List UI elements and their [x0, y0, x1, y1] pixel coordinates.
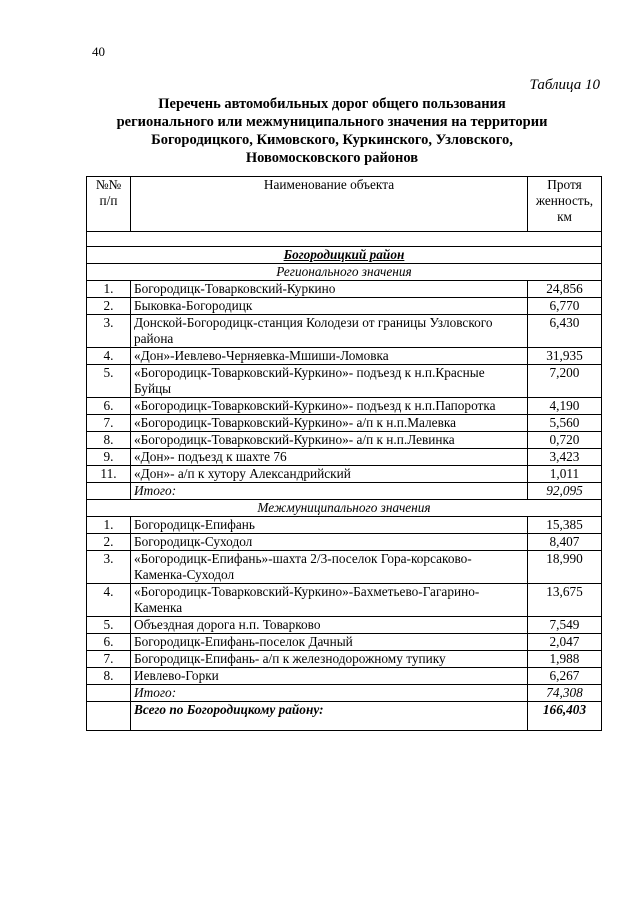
- blank-row: [87, 232, 602, 247]
- row-name: «Богородицк-Товарковский-Куркино»- а/п к н.п.Левинка: [131, 432, 528, 449]
- total-row: [87, 702, 602, 731]
- subtotal-label: Итого:: [131, 685, 528, 702]
- header-length-line: км: [557, 209, 572, 224]
- row-name: Богородицк-Суходол: [131, 534, 528, 551]
- table-row: [87, 466, 602, 483]
- table-header-row: [87, 177, 602, 232]
- row-length: 1,988: [528, 651, 602, 668]
- row-name: «Богородицк-Товарковский-Куркино»- подъезд к н.п.Папоротка: [131, 398, 528, 415]
- table-row: [87, 584, 602, 617]
- header-name: Наименование объекта: [131, 177, 528, 232]
- section-heading-regional: Регионального значения: [87, 264, 602, 281]
- header-length: [528, 177, 602, 232]
- table-row: [87, 432, 602, 449]
- row-length: 7,200: [528, 365, 602, 398]
- row-length: 4,190: [528, 398, 602, 415]
- row-number: 9.: [87, 449, 131, 466]
- table-row: [87, 365, 602, 398]
- row-number: 5.: [87, 617, 131, 634]
- row-name: Богородицк-Товарковский-Куркино: [131, 281, 528, 298]
- section-heading-row: [87, 264, 602, 281]
- row-name: «Богородицк-Товарковский-Куркино»- а/п к н.п.Малевка: [131, 415, 528, 432]
- row-length: 1,011: [528, 466, 602, 483]
- section-heading-municipal: Межмуниципального значения: [87, 500, 602, 517]
- table-row: [87, 517, 602, 534]
- row-name: «Богородицк-Товарковский-Куркино»- подъезд к н.п.Красные Буйцы: [131, 365, 528, 398]
- row-length: 6,267: [528, 668, 602, 685]
- row-length: 24,856: [528, 281, 602, 298]
- table-row: [87, 617, 602, 634]
- header-length-line: Протя: [547, 177, 582, 192]
- row-number: 6.: [87, 398, 131, 415]
- roads-table: [86, 176, 602, 731]
- row-number: 7.: [87, 415, 131, 432]
- row-number: 1.: [87, 517, 131, 534]
- row-number: 7.: [87, 651, 131, 668]
- row-number: 8.: [87, 432, 131, 449]
- header-number: [87, 177, 131, 232]
- row-length: 6,770: [528, 298, 602, 315]
- row-number: 6.: [87, 634, 131, 651]
- row-number: 3.: [87, 315, 131, 348]
- row-length: 6,430: [528, 315, 602, 348]
- total-num: [87, 702, 131, 731]
- table-row: [87, 315, 602, 348]
- row-length: 15,385: [528, 517, 602, 534]
- row-length: 8,407: [528, 534, 602, 551]
- document-title: [88, 95, 576, 167]
- row-number: 2.: [87, 534, 131, 551]
- subtotal-value: 92,095: [528, 483, 602, 500]
- row-length: 3,423: [528, 449, 602, 466]
- row-length: 13,675: [528, 584, 602, 617]
- table-row: [87, 534, 602, 551]
- subtotal-row: [87, 685, 602, 702]
- page-number: 40: [92, 44, 105, 59]
- table-row: [87, 298, 602, 315]
- row-name: «Дон»- а/п к хутору Александрийский: [131, 466, 528, 483]
- table-row: [87, 398, 602, 415]
- row-name: Иевлево-Горки: [131, 668, 528, 685]
- section-heading-row: [87, 500, 602, 517]
- district-name: Богородицкий район: [87, 247, 602, 264]
- row-name: Богородицк-Епифань-поселок Дачный: [131, 634, 528, 651]
- table-row: [87, 668, 602, 685]
- row-length: 2,047: [528, 634, 602, 651]
- row-name: Быковка-Богородицк: [131, 298, 528, 315]
- row-number: 4.: [87, 584, 131, 617]
- table-row: [87, 449, 602, 466]
- table-row: [87, 348, 602, 365]
- row-number: 3.: [87, 551, 131, 584]
- row-length: 18,990: [528, 551, 602, 584]
- table-label: Таблица 10: [529, 77, 600, 93]
- row-number: 4.: [87, 348, 131, 365]
- table-row: [87, 551, 602, 584]
- row-name: Донской-Богородицк-станция Колодези от границы Узловского района: [131, 315, 528, 348]
- row-length: 7,549: [528, 617, 602, 634]
- subtotal-label: Итого:: [131, 483, 528, 500]
- table-row: [87, 281, 602, 298]
- row-name: «Дон»- подъезд к шахте 76: [131, 449, 528, 466]
- row-number: 5.: [87, 365, 131, 398]
- table-row: [87, 415, 602, 432]
- row-length: 31,935: [528, 348, 602, 365]
- row-number: 8.: [87, 668, 131, 685]
- subtotal-row: [87, 483, 602, 500]
- header-number-line: п/п: [99, 193, 118, 208]
- row-name: Объездная дорога н.п. Товарково: [131, 617, 528, 634]
- title-line: регионального или межмуниципального значения на территории: [116, 114, 548, 130]
- row-name: «Богородицк-Товарковский-Куркино»-Бахметьево-Гагарино-Каменка: [131, 584, 528, 617]
- row-name: Богородицк-Епифань- а/п к железнодорожному тупику: [131, 651, 528, 668]
- row-number: 11.: [87, 466, 131, 483]
- row-length: 5,560: [528, 415, 602, 432]
- title-line: Перечень автомобильных дорог общего пользования: [158, 96, 506, 112]
- title-line: Новомосковского районов: [245, 150, 419, 166]
- title-line: Богородицкого, Кимовского, Куркинского, Узловского,: [151, 132, 513, 148]
- total-label: Всего по Богородицкому району:: [131, 702, 528, 731]
- table-row: [87, 651, 602, 668]
- row-name: Богородицк-Епифань: [131, 517, 528, 534]
- subtotal-num: [87, 685, 131, 702]
- table-row: [87, 634, 602, 651]
- row-name: «Дон»-Иевлево-Черняевка-Мшиши-Ломовка: [131, 348, 528, 365]
- row-name: «Богородицк-Епифань»-шахта 2/3-поселок Гора-корсаково-Каменка-Суходол: [131, 551, 528, 584]
- header-number-line: №№: [95, 177, 122, 192]
- row-length: 0,720: [528, 432, 602, 449]
- total-value: 166,403: [528, 702, 602, 731]
- row-number: 2.: [87, 298, 131, 315]
- district-row: [87, 247, 602, 264]
- header-length-line: женность,: [535, 193, 594, 208]
- row-number: 1.: [87, 281, 131, 298]
- subtotal-num: [87, 483, 131, 500]
- subtotal-value: 74,308: [528, 685, 602, 702]
